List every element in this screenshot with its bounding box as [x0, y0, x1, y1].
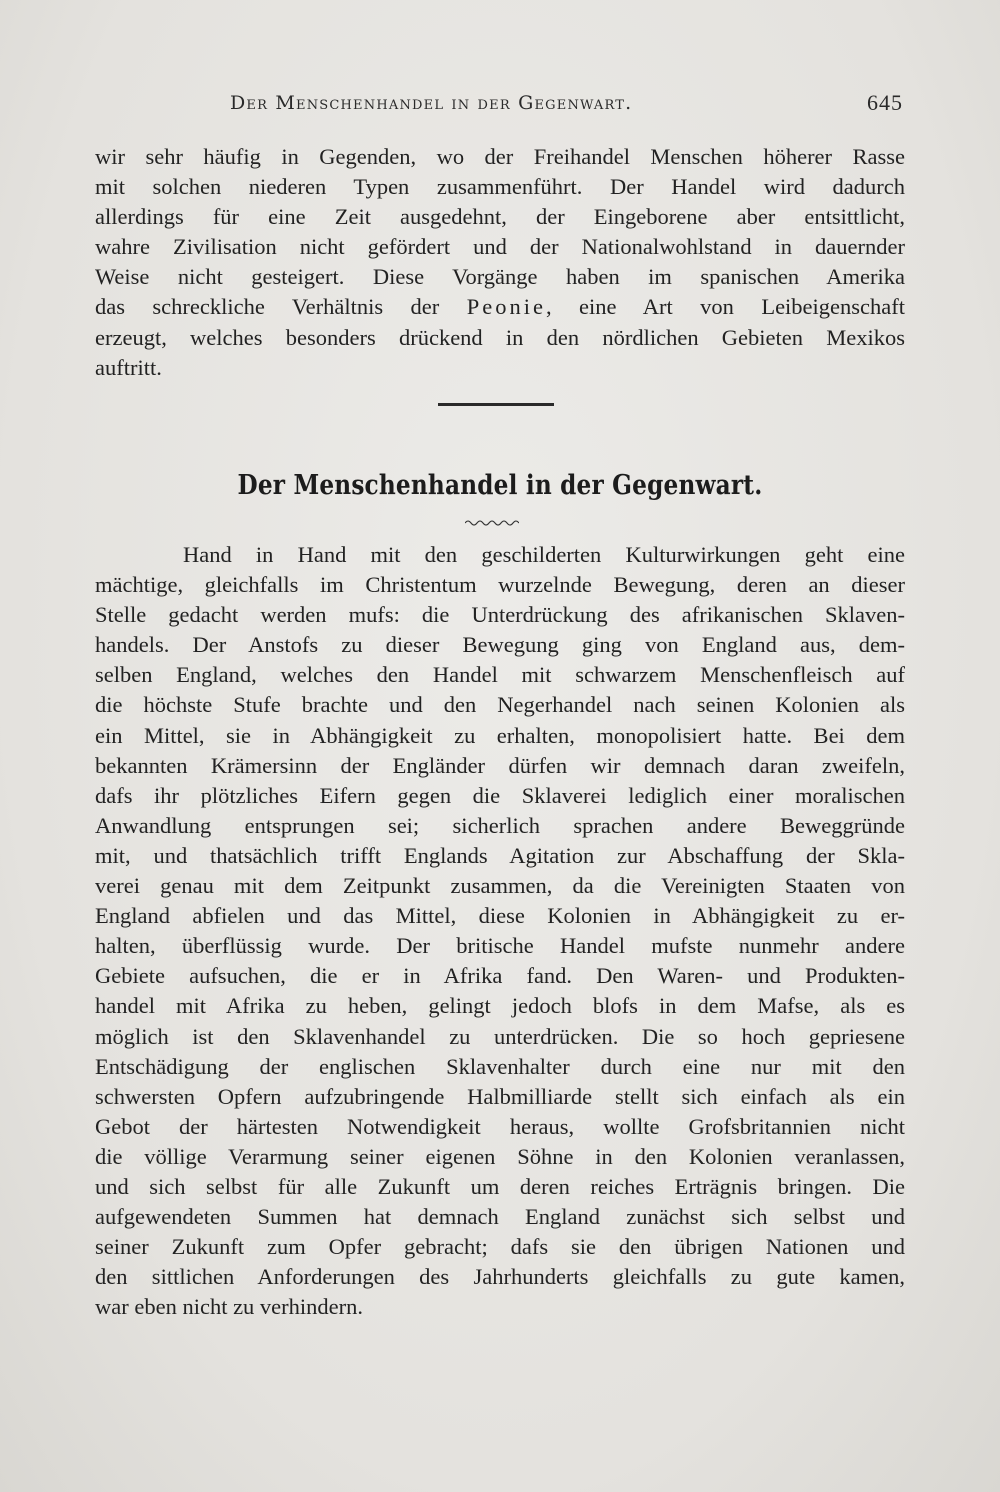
- text-line: wir sehr häufig in Gegenden, wo der Freihandel Menschen höherer Rasse: [95, 144, 905, 169]
- text-line: Weise nicht gesteigert. Diese Vorgänge haben im spanischen Amerika: [95, 264, 905, 290]
- text-line: seiner Zukunft zum Opfer gebracht; dafs sie den übrigen Nationen und: [95, 1234, 905, 1260]
- text-line: Anwandlung entsprungen sei; sicherlich sprachen andere Beweggründe: [95, 812, 905, 838]
- main-paragraph: [95, 540, 905, 1322]
- section-divider-rule: [438, 403, 554, 406]
- text-line: mit, und thatsächlich trifft Englands Agitation zur Abschaffung der Skla-: [95, 842, 905, 868]
- text-line: wahre Zivilisation nicht gefördert und der Nationalwohlstand in dauernder: [95, 234, 905, 260]
- text-line: war eben nicht zu verhindern.: [95, 1294, 364, 1320]
- text-line: selben England, welches den Handel mit schwarzem Menschenfleisch auf: [95, 662, 905, 688]
- wavy-ornament: [465, 518, 519, 526]
- emphasized-term: Peonie: [466, 294, 546, 320]
- text-line: ein Mittel, sie in Abhängigkeit zu erhalten, monopolisiert hatte. Bei dem: [95, 722, 905, 748]
- text-line: Hand in Hand mit den geschilderten Kulturwirkungen geht eine: [183, 542, 905, 567]
- text-line: Entschädigung der englischen Sklavenhalter durch eine nur mit den: [95, 1053, 905, 1079]
- text-line: mächtige, gleichfalls im Christentum wurzelnde Bewegung, deren an dieser: [95, 572, 905, 598]
- text-line: Stelle gedacht werden mufs: die Unterdrückung des afrikanischen Sklaven-: [95, 602, 905, 628]
- section-title: Der Menschenhandel in der Gegenwart.: [237, 470, 763, 501]
- text-line: bekannten Krämersinn der Engländer dürfen wir demnach daran zweifeln,: [95, 752, 905, 778]
- text-line: halten, überflüssig wurde. Der britische Handel mufste nunmehr andere: [95, 933, 905, 959]
- text-line: erzeugt, welches besonders drückend in den nördlichen Gebieten Mexikos: [95, 324, 905, 350]
- text-line: allerdings für eine Zeit ausgedehnt, der Eingeborene aber entsittlicht,: [95, 204, 905, 230]
- text-segment: das schreckliche Verhältnis der: [95, 294, 467, 320]
- text-line: handel mit Afrika zu heben, gelingt jedoch blofs in dem Mafse, als es: [95, 993, 905, 1019]
- text-line: handels. Der Anstofs zu dieser Bewegung ging von England aus, dem-: [95, 632, 905, 658]
- text-line: möglich ist den Sklavenhandel zu unterdrücken. Die so hoch gepriesene: [95, 1023, 905, 1049]
- text-line: schwersten Opfern aufzubringende Halbmilliarde stellt sich einfach als ein: [95, 1083, 905, 1109]
- text-line: dafs ihr plötzliches Eifern gegen die Sklaverei lediglich einer moralischen: [95, 782, 905, 808]
- running-head: [95, 86, 905, 120]
- text-line: mit solchen niederen Typen zusammenführt. Der Handel wird dadurch: [95, 174, 905, 200]
- text-segment: , eine Art von Leibeigenschaft: [545, 294, 906, 320]
- text-line: Gebot der härtesten Notwendigkeit heraus, wollte Grofsbritannien nicht: [95, 1113, 905, 1139]
- text-line-peonie: [95, 292, 905, 322]
- running-head-title: Der Menschenhandel in der Gegenwart.: [230, 92, 633, 114]
- text-line: die höchste Stufe brachte und den Negerhandel nach seinen Kolonien als: [95, 692, 905, 718]
- text-line: Gebiete aufsuchen, die er in Afrika fand. Den Waren- und Produkten-: [95, 963, 905, 989]
- text-line: die völlige Verarmung seiner eigenen Söhne in den Kolonien veranlassen,: [95, 1143, 905, 1169]
- text-line: auftritt.: [95, 354, 162, 380]
- top-paragraph: [95, 142, 905, 383]
- text-line: den sittlichen Anforderungen des Jahrhunderts gleichfalls zu gute kamen,: [95, 1264, 905, 1290]
- page-number: 645: [867, 90, 903, 115]
- text-line: England abfielen und das Mittel, diese Kolonien in Abhängigkeit zu er-: [95, 903, 905, 929]
- text-line: aufgewendeten Summen hat demnach England zunächst sich selbst und: [95, 1204, 905, 1230]
- text-line: und sich selbst für alle Zukunft um deren reiches Erträgnis bringen. Die: [95, 1173, 905, 1199]
- text-line: verei genau mit dem Zeitpunkt zusammen, da die Vereinigten Staaten von: [95, 873, 905, 899]
